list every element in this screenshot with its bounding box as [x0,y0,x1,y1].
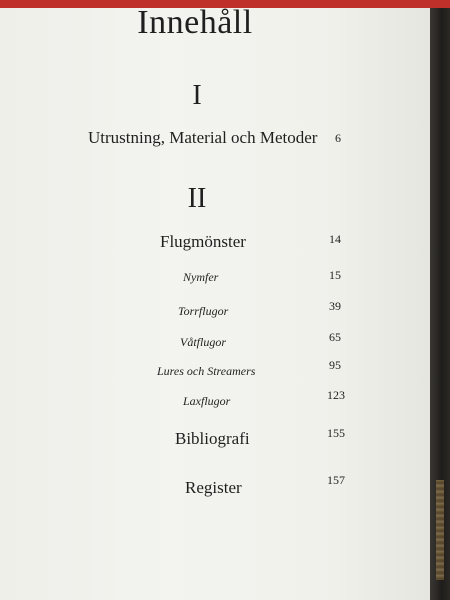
toc-entry-lures: Lures och Streamers [157,364,256,378]
toc-page-flugmonster: 14 [329,232,341,246]
toc-page-utrustning: 6 [335,131,341,145]
toc-page-lures: 95 [329,358,341,372]
toc-page-bibliografi: 155 [327,426,345,440]
toc-entry-utrustning: Utrustning, Material och Metoder [88,128,318,147]
toc-entry-vatflugor: Våtflugor [180,335,227,349]
toc-entry-laxflugor: Laxflugor [183,394,231,408]
toc-entry-register: Register [185,478,242,497]
page-title: Innehåll [137,4,253,41]
page-block-edge [436,480,444,580]
toc-entry-flugmonster: Flugmönster [160,232,246,251]
toc-page-nymfer: 15 [329,268,341,282]
toc-page-vatflugor: 65 [329,330,341,344]
toc-page-register: 157 [327,473,345,487]
toc-entry-nymfer: Nymfer [183,270,219,284]
toc-entry-bibliografi: Bibliografi [175,429,250,448]
toc-entry-torrflugor: Torrflugor [178,304,229,318]
part-one-numeral: I [192,80,202,111]
part-two-numeral: II [187,183,207,214]
toc-page-torrflugor: 39 [329,299,341,313]
toc-page-laxflugor: 123 [327,388,345,402]
